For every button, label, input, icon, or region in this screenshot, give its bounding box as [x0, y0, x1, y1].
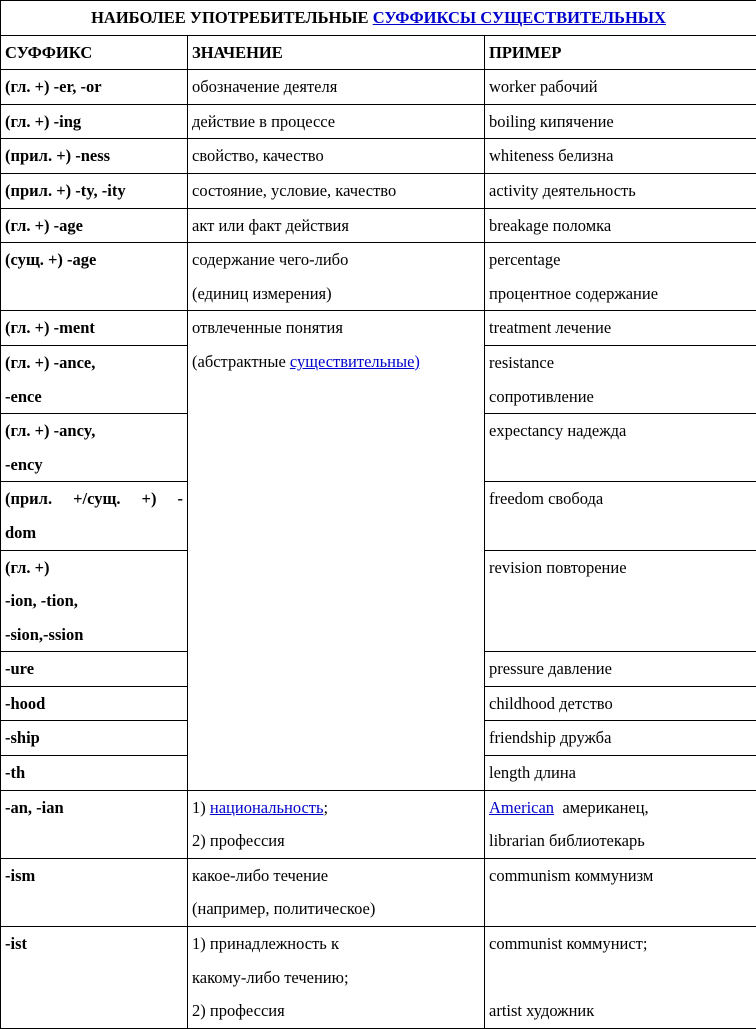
suffix-cell — [1, 550, 188, 652]
meaning-line: какое-либо течение — [192, 859, 480, 893]
meaning-line: (например, политическое) — [192, 892, 480, 926]
example-cell: revision повторение — [485, 550, 756, 652]
suffix-line: -ency — [5, 448, 183, 482]
suffix-cell: (гл. +) -age — [1, 208, 188, 243]
example-cell — [485, 790, 756, 858]
example-cell: friendship дружба — [485, 721, 756, 756]
meaning-cell — [188, 858, 485, 926]
meaning-text: 1) — [192, 798, 210, 817]
meaning-line: содержание чего-либо — [192, 243, 480, 277]
suffix-line: (гл. +) -ancy, — [5, 414, 183, 448]
example-cell: worker рабочий — [485, 70, 756, 105]
example-line: resistance — [489, 346, 752, 380]
suffix-cell: -ure — [1, 652, 188, 687]
table-row — [1, 858, 756, 926]
table-row — [1, 208, 756, 243]
table-row — [1, 139, 756, 174]
suffix-cell: (прил. +) -ty, -ity — [1, 173, 188, 208]
nationality-link[interactable]: национальность — [210, 798, 324, 817]
suffix-cell: -ship — [1, 721, 188, 756]
suffix-cell — [1, 414, 188, 482]
meaning-cell — [188, 790, 485, 858]
suffix-line: -sion,-ssion — [5, 618, 183, 652]
example-cell: length длина — [485, 756, 756, 791]
header-row — [1, 35, 756, 70]
suffix-cell: (гл. +) -ing — [1, 104, 188, 139]
table-row — [1, 173, 756, 208]
example-cell: freedom свобода — [485, 482, 756, 550]
header-meaning: ЗНАЧЕНИЕ — [188, 35, 485, 70]
table-row — [1, 790, 756, 858]
suffix-cell: -hood — [1, 686, 188, 721]
meaning-line: какому-либо течению; — [192, 961, 480, 995]
suffix-line: -ence — [5, 380, 183, 414]
table-title — [1, 1, 756, 36]
meaning-cell: состояние, условие, качество — [188, 173, 485, 208]
meaning-cell: обозначение деятеля — [188, 70, 485, 105]
american-link[interactable]: American — [489, 798, 554, 817]
example-cell — [485, 243, 756, 311]
example-cell: expectancy надежда — [485, 414, 756, 482]
example-cell: whiteness белизна — [485, 139, 756, 174]
example-cell — [485, 345, 756, 413]
meaning-line: 2) профессия — [192, 994, 480, 1028]
example-cell: pressure давление — [485, 652, 756, 687]
table-row — [1, 927, 756, 1029]
suffix-cell — [1, 345, 188, 413]
meaning-line: отвлеченные понятия — [192, 311, 480, 345]
meaning-text: (абстрактные — [192, 352, 290, 371]
suffix-cell: -an, -ian — [1, 790, 188, 858]
suffix-cell: (гл. +) -ment — [1, 311, 188, 346]
header-suffix: СУФФИКС — [1, 35, 188, 70]
suffix-line: (гл. +) — [5, 551, 183, 585]
example-cell: activity деятельность — [485, 173, 756, 208]
example-line: сопротивление — [489, 380, 752, 414]
title-link[interactable]: СУФФИКСЫ СУЩЕСТВИТЕЛЬНЫХ — [373, 8, 666, 27]
suffix-cell: (прил. +) -ness — [1, 139, 188, 174]
example-line — [489, 791, 752, 825]
meaning-line — [192, 791, 480, 825]
meaning-cell: действие в процессе — [188, 104, 485, 139]
suffix-cell: -ism — [1, 858, 188, 926]
meaning-cell-abstract — [188, 311, 485, 790]
meaning-line: 2) профессия — [192, 824, 480, 858]
example-cell: breakage поломка — [485, 208, 756, 243]
meaning-cell: акт или факт действия — [188, 208, 485, 243]
example-cell: communism коммунизм — [485, 858, 756, 926]
meaning-line — [192, 345, 480, 379]
example-cell — [485, 927, 756, 1029]
suffix-cell: -th — [1, 756, 188, 791]
example-line: percentage — [489, 243, 752, 277]
title-row — [1, 1, 756, 36]
example-line: communist коммунист; — [489, 927, 752, 961]
meaning-cell — [188, 927, 485, 1029]
table-row — [1, 104, 756, 139]
suffix-cell: (гл. +) -er, -or — [1, 70, 188, 105]
meaning-line: (единиц измерения) — [192, 277, 480, 311]
meaning-text: ; — [324, 798, 329, 817]
title-prefix: НАИБОЛЕЕ УПОТРЕБИТЕЛЬНЫЕ — [91, 8, 373, 27]
header-example: ПРИМЕР — [485, 35, 756, 70]
table-row — [1, 311, 756, 346]
example-text: американец, — [554, 798, 649, 817]
table-row — [1, 70, 756, 105]
suffix-line: dom — [5, 516, 183, 550]
nouns-link[interactable]: существительные) — [290, 352, 420, 371]
suffix-line: (гл. +) -ance, — [5, 346, 183, 380]
suffix-line: (прил. +/сущ. +) - — [5, 482, 183, 516]
meaning-cell — [188, 243, 485, 311]
example-line: процентное содержание — [489, 277, 752, 311]
example-cell: childhood детство — [485, 686, 756, 721]
meaning-line: 1) принадлежность к — [192, 927, 480, 961]
example-cell: boiling кипячение — [485, 104, 756, 139]
suffix-cell — [1, 482, 188, 550]
table-row — [1, 243, 756, 311]
suffix-line: -ion, -tion, — [5, 584, 183, 618]
suffix-cell: (сущ. +) -age — [1, 243, 188, 311]
example-line: artist художник — [489, 994, 752, 1028]
example-cell: treatment лечение — [485, 311, 756, 346]
example-line — [489, 961, 752, 995]
suffix-cell: -ist — [1, 927, 188, 1029]
meaning-cell: свойство, качество — [188, 139, 485, 174]
example-line: librarian библиотекарь — [489, 824, 752, 858]
